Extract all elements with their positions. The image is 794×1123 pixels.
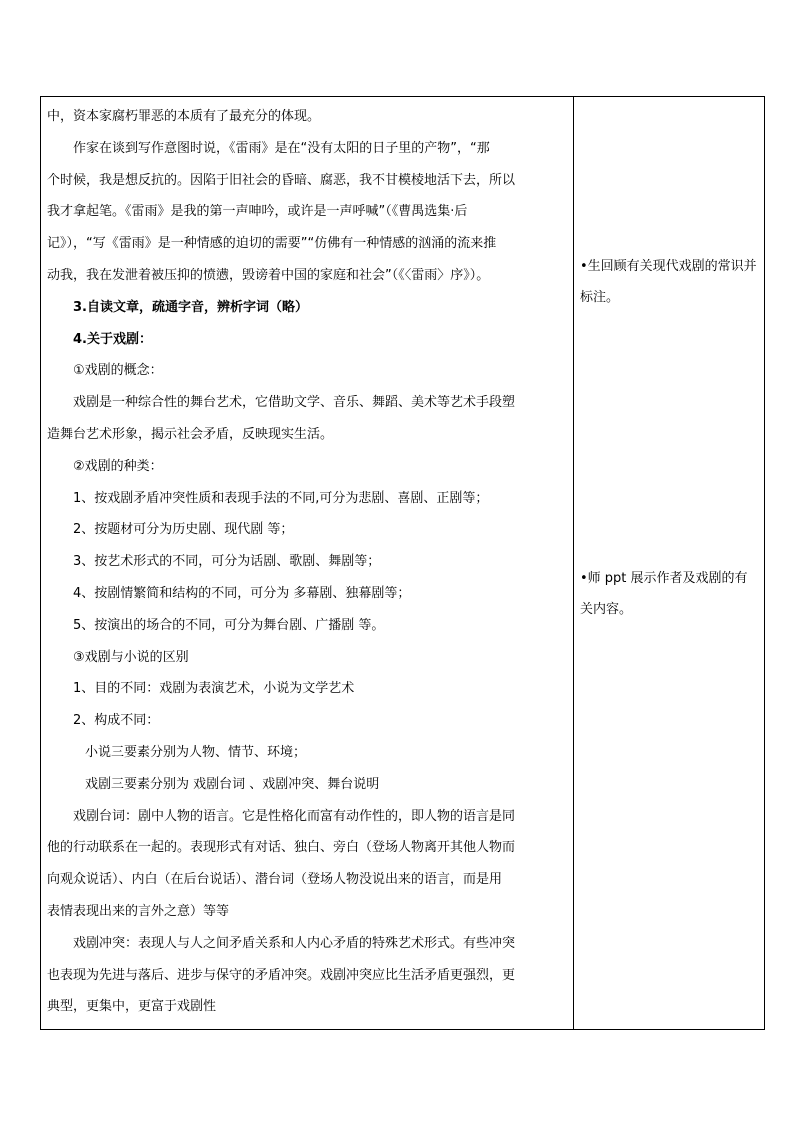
list-item: 1、目的不同：戏剧为表演艺术，小说为文学艺术 [73,681,355,697]
text-line: 中，资本家腐朽罪恶的本质有了最充分的体现。 [47,109,321,124]
text-line: 我才拿起笔。《雷雨》是我的第一声呻吟，或许是一声呼喊”（《曹禺选集·后 [47,204,468,220]
text-line: 个时候，我是想反抗的。因陷于旧社会的昏暗、腐恶，我不甘模棱地活下去，所以 [47,172,516,188]
table-row [41,97,765,1030]
text-line: 戏剧台词：剧中人物的语言。它是性格化而富有动作性的，即人物的语言是同 [73,808,516,824]
list-item: 5、按演出的场合的不同，可分为舞台剧、广播剧 等。 [73,617,385,633]
list-item: 戏剧三要素分别为 戏剧台词 、戏剧冲突、舞台说明 [85,776,380,792]
list-item: 1、按戏剧矛盾冲突性质和表现手法的不同,可分为悲剧、喜剧、正剧等； [73,490,489,506]
list-item: 3、按艺术形式的不同，可分为话剧、歌剧、舞剧等； [73,554,381,570]
text-line: 作家在谈到写作意图时说，《雷雨》是在“没有太阳的日子里的产物”，“那 [73,140,490,156]
list-item: 2、构成不同： [73,713,160,729]
student-activity-note: •生回顾有关现代戏剧的常识并标注。 [580,259,757,305]
list-item: 2、按题材可分为历史剧、现代剧 等； [73,522,294,538]
lesson-table [40,96,765,1030]
subsection-heading: ①戏剧的概念： [73,363,163,379]
subsection-heading: ③戏剧与小说的区别 [73,649,189,665]
teacher-activity-note: •师 ppt 展示作者及戏剧的有关内容。 [580,571,748,617]
list-item: 小说三要素分别为人物、情节、环境； [85,744,307,760]
text-line: 表情表现出来的言外之意）等等 [47,903,230,919]
text-line: 记》），“写《雷雨》是一种情感的迫切的需要”“仿佛有一种情感的汹涌的流来推 [47,236,497,252]
list-item: 4、按剧情繁简和结构的不同，可分为 多幕剧、独幕剧等； [73,585,411,601]
text-line: 他的行动联系在一起的。表现形式有对话、独白、旁白（登场人物离开其他人物而 [47,840,516,856]
section-heading: 3.自读文章，疏通字音，辨析字词（略） [73,299,308,315]
subsection-heading: ②戏剧的种类： [73,458,163,474]
activity-notes-cell [574,97,765,1030]
text-line: 也表现为先进与落后、进步与保守的矛盾冲突。戏剧冲突应比生活矛盾更强烈，更 [47,967,516,983]
text-line: 造舞台艺术形象，揭示社会矛盾，反映现实生活。 [47,426,334,442]
teaching-content-cell [41,97,574,1030]
text-line: 戏剧冲突：表现人与人之间矛盾关系和人内心矛盾的特殊艺术形式。有些冲突 [73,935,516,951]
text-line: 向观众说话）、内白（在后台说话）、潜台词（登场人物没说出来的语言，而是用 [47,872,503,888]
text-line: 动我，我在发泄着被压抑的愤懑，毁谤着中国的家庭和社会”（《〈雷雨〉序》）。 [47,267,490,283]
text-line: 戏剧是一种综合性的舞台艺术，它借助文学、音乐、舞蹈、美术等艺术手段塑 [73,395,516,411]
section-heading: 4.关于戏剧： [73,331,152,347]
text-line: 典型，更集中，更富于戏剧性 [47,999,217,1015]
